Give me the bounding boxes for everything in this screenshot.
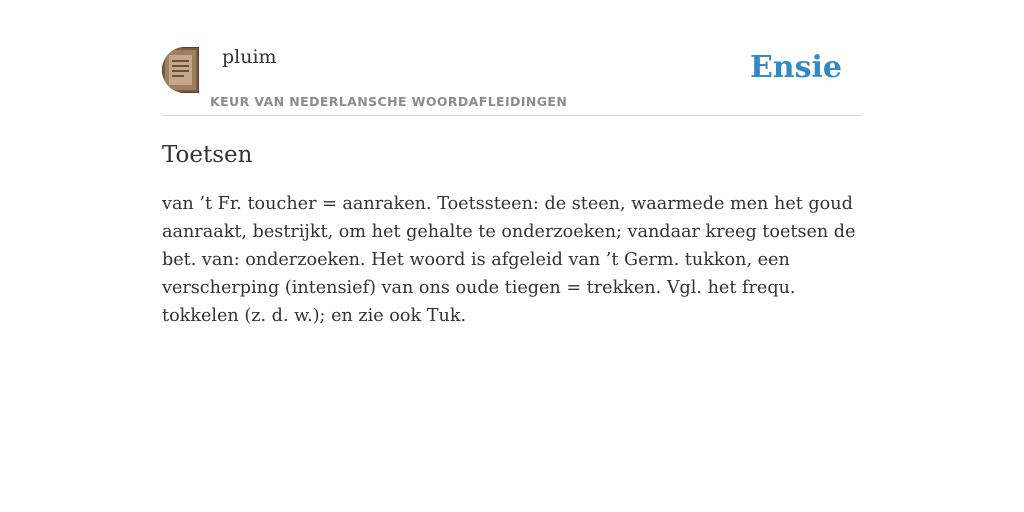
book-cover-icon (162, 47, 199, 93)
source-link[interactable]: KEUR VAN NEDERLANSCHE WOORDAFLEIDINGEN (210, 94, 568, 109)
entry-header (162, 40, 862, 116)
ensie-logo[interactable]: Ensie (749, 50, 842, 85)
author-link[interactable]: pluim (222, 46, 277, 68)
author-avatar[interactable] (162, 47, 199, 93)
entry-card (162, 40, 862, 330)
entry-definition: van ’t Fr. toucher = aanraken. Toetssteen: de steen, waarmede men het goud aanraakt, bestrijkt, om het gehalte te onderzoeken; vandaar kreeg toetsen de bet. van: onderzoeken. Het woord is afgeleid van ’t Germ. tukkon, een verscherping (intensief) van ons oude tiegen = trekken. Vgl. het frequ. tokkelen (z. d. w.); en zie ook Tuk. (162, 194, 856, 326)
entry-title: Toetsen (162, 142, 253, 168)
